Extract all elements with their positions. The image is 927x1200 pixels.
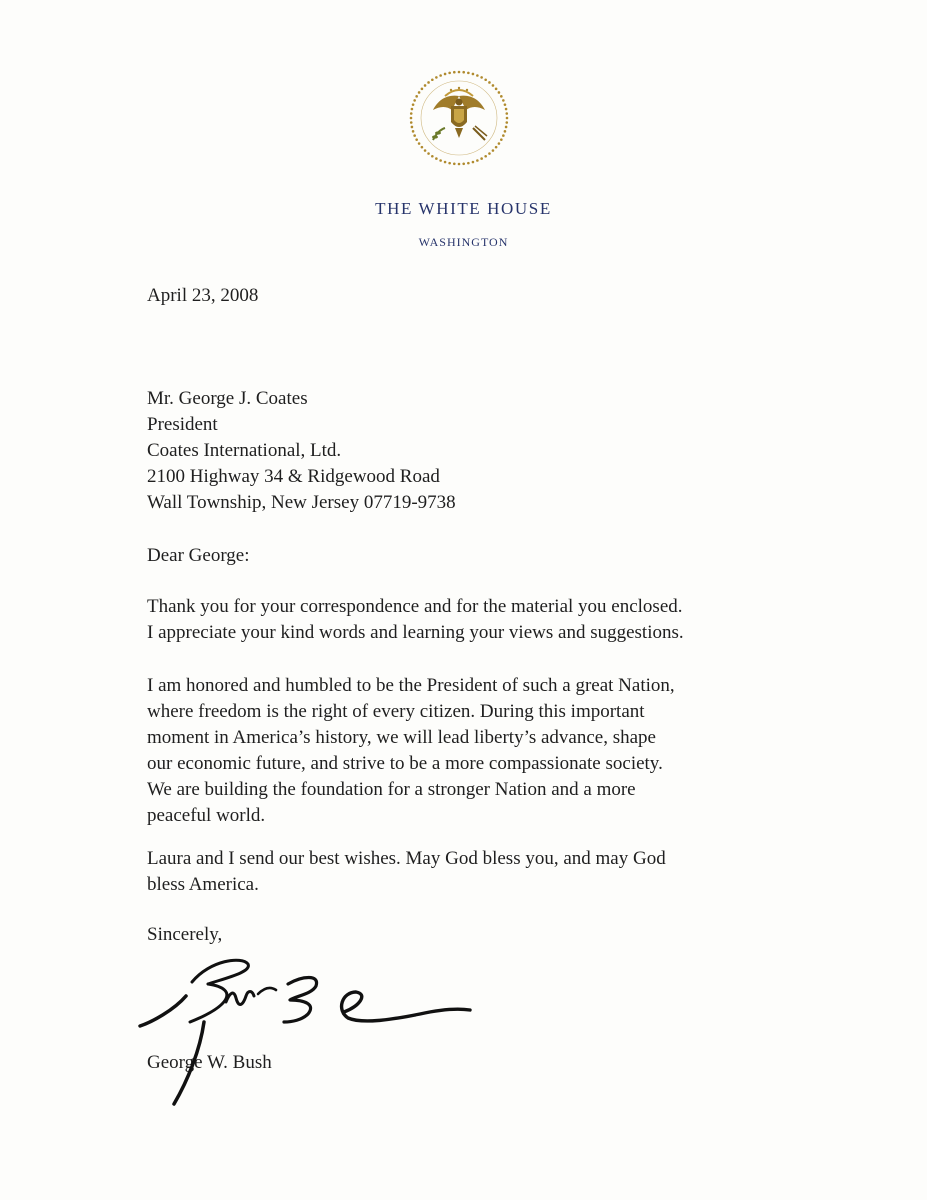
- seal-dot: [506, 117, 509, 120]
- seal-dot: [480, 76, 483, 79]
- seal-dot: [480, 157, 483, 160]
- seal-dot: [412, 103, 415, 106]
- letterhead-subtitle: WASHINGTON: [418, 235, 509, 249]
- seal-dot: [424, 84, 427, 87]
- recipient-line: President: [147, 414, 218, 435]
- seal-dot: [421, 146, 424, 149]
- seal-dot: [411, 126, 414, 129]
- recipient-address: [147, 386, 456, 516]
- seal-dot: [439, 159, 442, 162]
- seal-dot: [424, 149, 427, 152]
- seal-dot: [504, 103, 507, 106]
- seal-dot: [467, 72, 470, 75]
- paragraph-line: I appreciate your kind words and learning your views and suggestions.: [147, 622, 684, 643]
- seal-dot: [467, 162, 470, 165]
- seal-dot: [412, 130, 415, 133]
- recipient-line: Mr. George J. Coates: [147, 388, 308, 409]
- seal-dot: [418, 142, 421, 145]
- seal-dot: [505, 108, 508, 111]
- seal-dot: [500, 138, 503, 141]
- seal-dot: [448, 72, 451, 75]
- seal-dot: [505, 121, 508, 124]
- seal-dot: [500, 95, 503, 98]
- seal-dot: [427, 152, 430, 155]
- recipient-line: Coates International, Ltd.: [147, 440, 342, 461]
- seal-dot: [444, 161, 447, 164]
- seal-dot: [439, 74, 442, 77]
- seal-dot: [498, 91, 501, 94]
- seal-dot: [472, 161, 475, 164]
- seal-dot: [415, 95, 418, 98]
- seal-dot: [488, 152, 491, 155]
- seal-dot: [413, 134, 416, 137]
- seal-dot: [484, 155, 487, 158]
- seal-dot: [421, 88, 424, 91]
- seal-dot: [502, 134, 505, 137]
- seal-dot: [453, 162, 456, 165]
- seal-dot: [431, 155, 434, 158]
- seal-dot: [484, 78, 487, 81]
- seal-dot: [410, 112, 413, 115]
- seal-dot: [504, 130, 507, 133]
- recipient-line: Wall Township, New Jersey 07719-9738: [147, 492, 456, 513]
- paragraph-line: moment in America’s history, we will lead liberty’s advance, shape: [147, 727, 656, 748]
- seal-dot: [413, 99, 416, 102]
- seal-dot: [435, 76, 438, 79]
- seal-dot: [411, 108, 414, 111]
- seal-dot: [462, 71, 465, 74]
- paragraph-line: Thank you for your correspondence and for the material you enclosed.: [147, 596, 683, 617]
- paragraph-line: our economic future, and strive to be a more compassionate society.: [147, 753, 663, 774]
- body-paragraph-2: [147, 673, 675, 829]
- seal-dot: [505, 126, 508, 129]
- closing: Sincerely,: [147, 924, 223, 945]
- paragraph-line: where freedom is the right of every citizen. During this important: [147, 701, 645, 722]
- seal-dot: [415, 138, 418, 141]
- seal-dot: [476, 159, 479, 162]
- seal-dot: [492, 149, 495, 152]
- seal-dot: [418, 91, 421, 94]
- body-paragraph-3: [147, 846, 666, 898]
- seal-dot: [410, 121, 413, 124]
- seal-dot: [462, 162, 465, 165]
- seal-dot: [431, 78, 434, 81]
- presidential-seal-icon: [405, 66, 513, 170]
- seal-dot: [492, 84, 495, 87]
- seal-dot: [476, 74, 479, 77]
- paragraph-line: We are building the foundation for a stronger Nation and a more: [147, 779, 636, 800]
- seal-dot: [498, 142, 501, 145]
- seal-dot: [444, 73, 447, 76]
- recipient-line: 2100 Highway 34 & Ridgewood Road: [147, 466, 440, 487]
- seal-dot: [448, 162, 451, 165]
- salutation: Dear George:: [147, 545, 250, 566]
- seal-dot: [453, 71, 456, 74]
- paragraph-line: Laura and I send our best wishes. May God bless you, and may God: [147, 848, 666, 869]
- seal-dot: [505, 112, 508, 115]
- handwritten-signature: [130, 930, 490, 1110]
- paragraph-line: peaceful world.: [147, 805, 266, 826]
- letterhead-title: THE WHITE HOUSE: [375, 199, 552, 218]
- seal-dot: [495, 146, 498, 149]
- letter-date: April 23, 2008: [147, 285, 259, 306]
- seal-dot: [488, 81, 491, 84]
- seal-dot: [495, 88, 498, 91]
- body-paragraph-1: [147, 594, 684, 646]
- signer-name: George W. Bush: [147, 1052, 272, 1073]
- seal-dot: [472, 73, 475, 76]
- seal-dot: [410, 117, 413, 120]
- seal-dot: [458, 163, 461, 166]
- seal-dot: [435, 157, 438, 160]
- paragraph-line: bless America.: [147, 874, 259, 895]
- paragraph-line: I am honored and humbled to be the President of such a great Nation,: [147, 675, 675, 696]
- seal-dot: [427, 81, 430, 84]
- seal-dot: [502, 99, 505, 102]
- seal-dot: [458, 71, 461, 74]
